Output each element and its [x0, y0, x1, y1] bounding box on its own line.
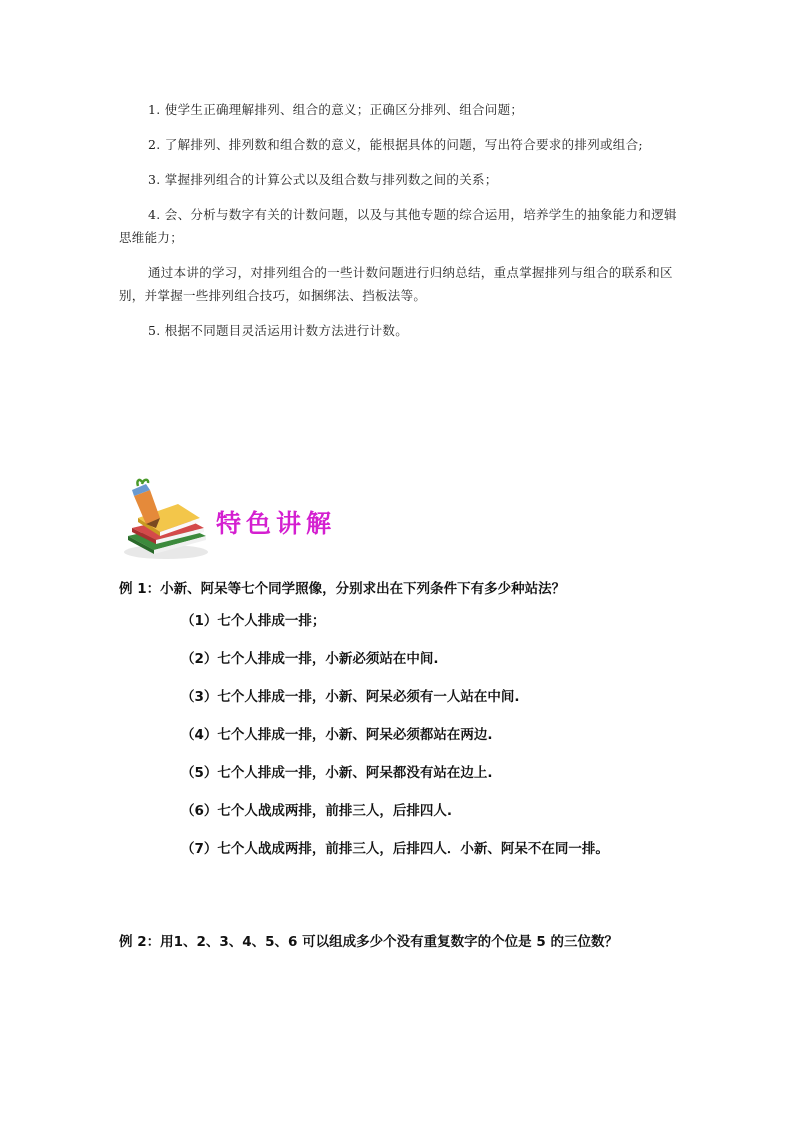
example-2-question: 例 2：用1、2、3、4、5、6 可以组成多少个没有重复数字的个位是 5 的三位数？: [119, 934, 618, 950]
example-1-question: 例 1：小新、阿呆等七个同学照像，分别求出在下列条件下有多少种站法？: [119, 581, 566, 597]
books-pencil-icon: [120, 478, 212, 560]
feature-title: 特色讲解: [216, 509, 337, 538]
learning-goals: [119, 98, 679, 354]
goal-1: 1. 使学生正确理解排列、组合的意义；正确区分排列、组合问题；: [148, 102, 524, 117]
example-1-item: （4）七个人排成一排，小新、阿呆必须都站在两边.: [181, 727, 493, 743]
example-1-item: （1）七个人排成一排；: [181, 613, 326, 629]
example-1-item: （5）七个人排成一排，小新、阿呆都没有站在边上.: [181, 765, 493, 781]
goal-summary: 通过本讲的学习，对排列组合的一些计数问题进行归纳总结，重点掌握排列与组合的联系和区别，并掌握一些排列组合技巧，如捆绑法、挡板法等。: [119, 265, 673, 303]
example-1-item: （6）七个人战成两排，前排三人，后排四人.: [181, 803, 453, 819]
example-1-item: （7）七个人战成两排，前排三人，后排四人．小新、阿呆不在同一排。: [181, 841, 609, 857]
goal-3: 3. 掌握排列组合的计算公式以及组合数与排列数之间的关系；: [148, 172, 498, 187]
example-1-item: （3）七个人排成一排，小新、阿呆必须有一人站在中间.: [181, 689, 520, 705]
example-1-item: （2）七个人排成一排，小新必须站在中间.: [181, 651, 439, 667]
goal-2: 2. 了解排列、排列数和组合数的意义，能根据具体的问题，写出符合要求的排列或组合;: [148, 137, 643, 152]
goal-4: 4. 会、分析与数字有关的计数问题，以及与其他专题的综合运用，培养学生的抽象能力和逻辑思维能力；: [119, 207, 677, 245]
feature-header: [120, 478, 360, 560]
goal-5: 5. 根据不同题目灵活运用计数方法进行计数。: [148, 323, 409, 338]
example-1-items: [181, 609, 609, 875]
